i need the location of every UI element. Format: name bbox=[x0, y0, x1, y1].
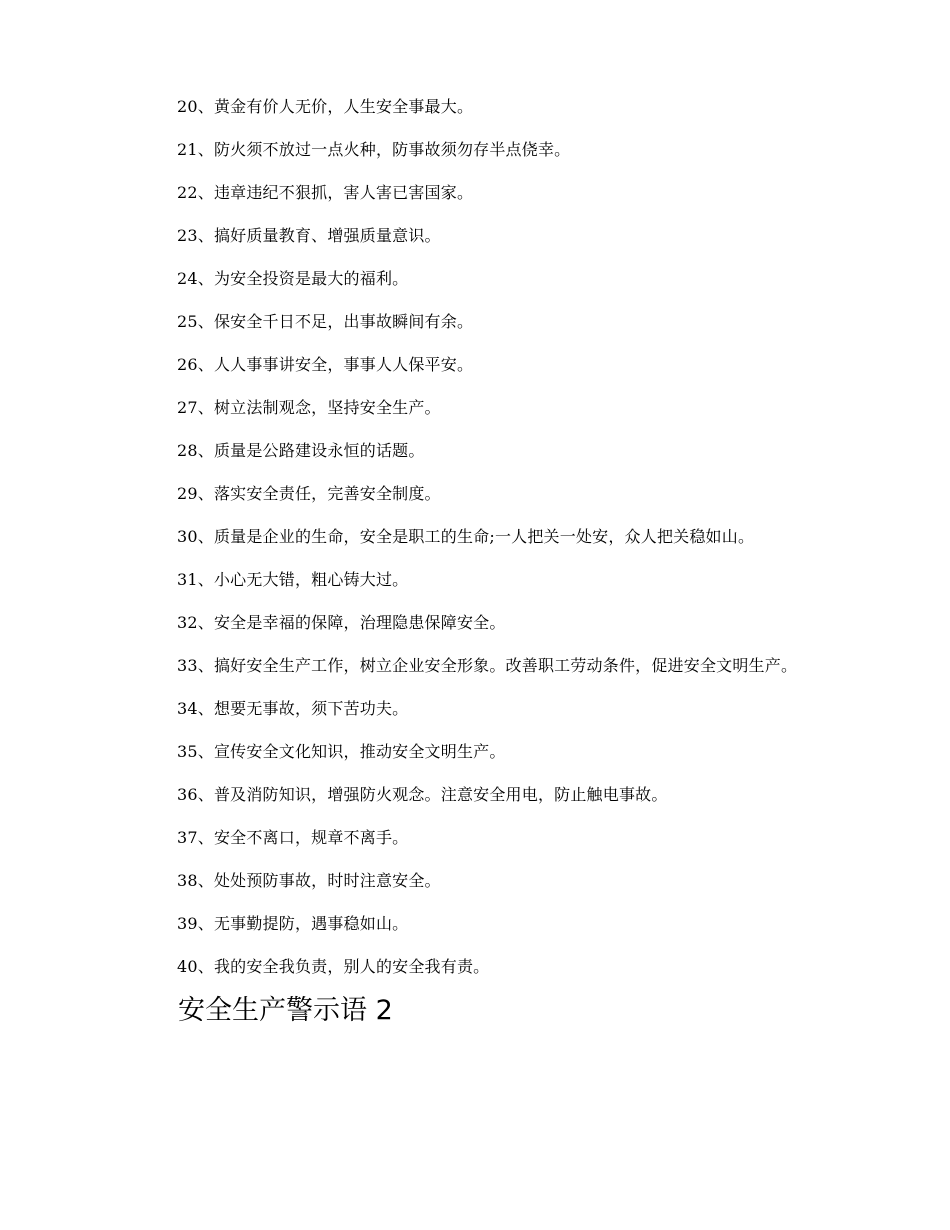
slogan-item-23: 23、搞好质量教育、增强质量意识。 bbox=[177, 226, 441, 245]
slogan-item-21: 21、防火须不放过一点火种，防事故须勿存半点侥幸。 bbox=[177, 140, 571, 159]
slogan-item-38: 38、处处预防事故，时时注意安全。 bbox=[177, 871, 441, 890]
slogan-item-22: 22、违章违纪不狠抓，害人害已害国家。 bbox=[177, 183, 474, 202]
slogan-item-27: 27、树立法制观念，坚持安全生产。 bbox=[177, 398, 441, 417]
slogan-item-39: 39、无事勤提防，遇事稳如山。 bbox=[177, 914, 409, 933]
document-body bbox=[140, 94, 812, 1029]
slogan-item-26: 26、人人事事讲安全，事事人人保平安。 bbox=[177, 355, 474, 374]
slogan-item-25: 25、保安全千日不足，出事故瞬间有余。 bbox=[177, 312, 474, 331]
slogan-item-32: 32、安全是幸福的保障，治理隐患保障安全。 bbox=[177, 613, 506, 632]
slogan-item-34: 34、想要无事故，须下苦功夫。 bbox=[177, 699, 409, 718]
slogan-item-35: 35、宣传安全文化知识，推动安全文明生产。 bbox=[177, 742, 506, 761]
slogan-item-33: 33、搞好安全生产工作，树立企业安全形象。改善职工劳动条件，促进安全文明生产。 bbox=[177, 656, 798, 675]
slogan-item-20: 20、黄金有价人无价，人生安全事最大。 bbox=[177, 97, 474, 116]
slogan-item-28: 28、质量是公路建设永恒的话题。 bbox=[177, 441, 425, 460]
slogan-item-24: 24、为安全投资是最大的福利。 bbox=[177, 269, 409, 288]
slogan-item-37: 37、安全不离口，规章不离手。 bbox=[177, 828, 409, 847]
slogan-item-29: 29、落实安全责任，完善安全制度。 bbox=[177, 484, 441, 503]
section-heading: 安全生产警示语 2 bbox=[178, 995, 393, 1026]
slogan-item-36: 36、普及消防知识，增强防火观念。注意安全用电，防止触电事故。 bbox=[177, 785, 668, 804]
slogan-item-30: 30、质量是企业的生命，安全是职工的生命;一人把关一处安，众人把关稳如山。 bbox=[177, 527, 755, 546]
slogan-item-31: 31、小心无大错，粗心铸大过。 bbox=[177, 570, 409, 589]
slogan-item-40: 40、我的安全我负责，别人的安全我有责。 bbox=[177, 957, 490, 976]
